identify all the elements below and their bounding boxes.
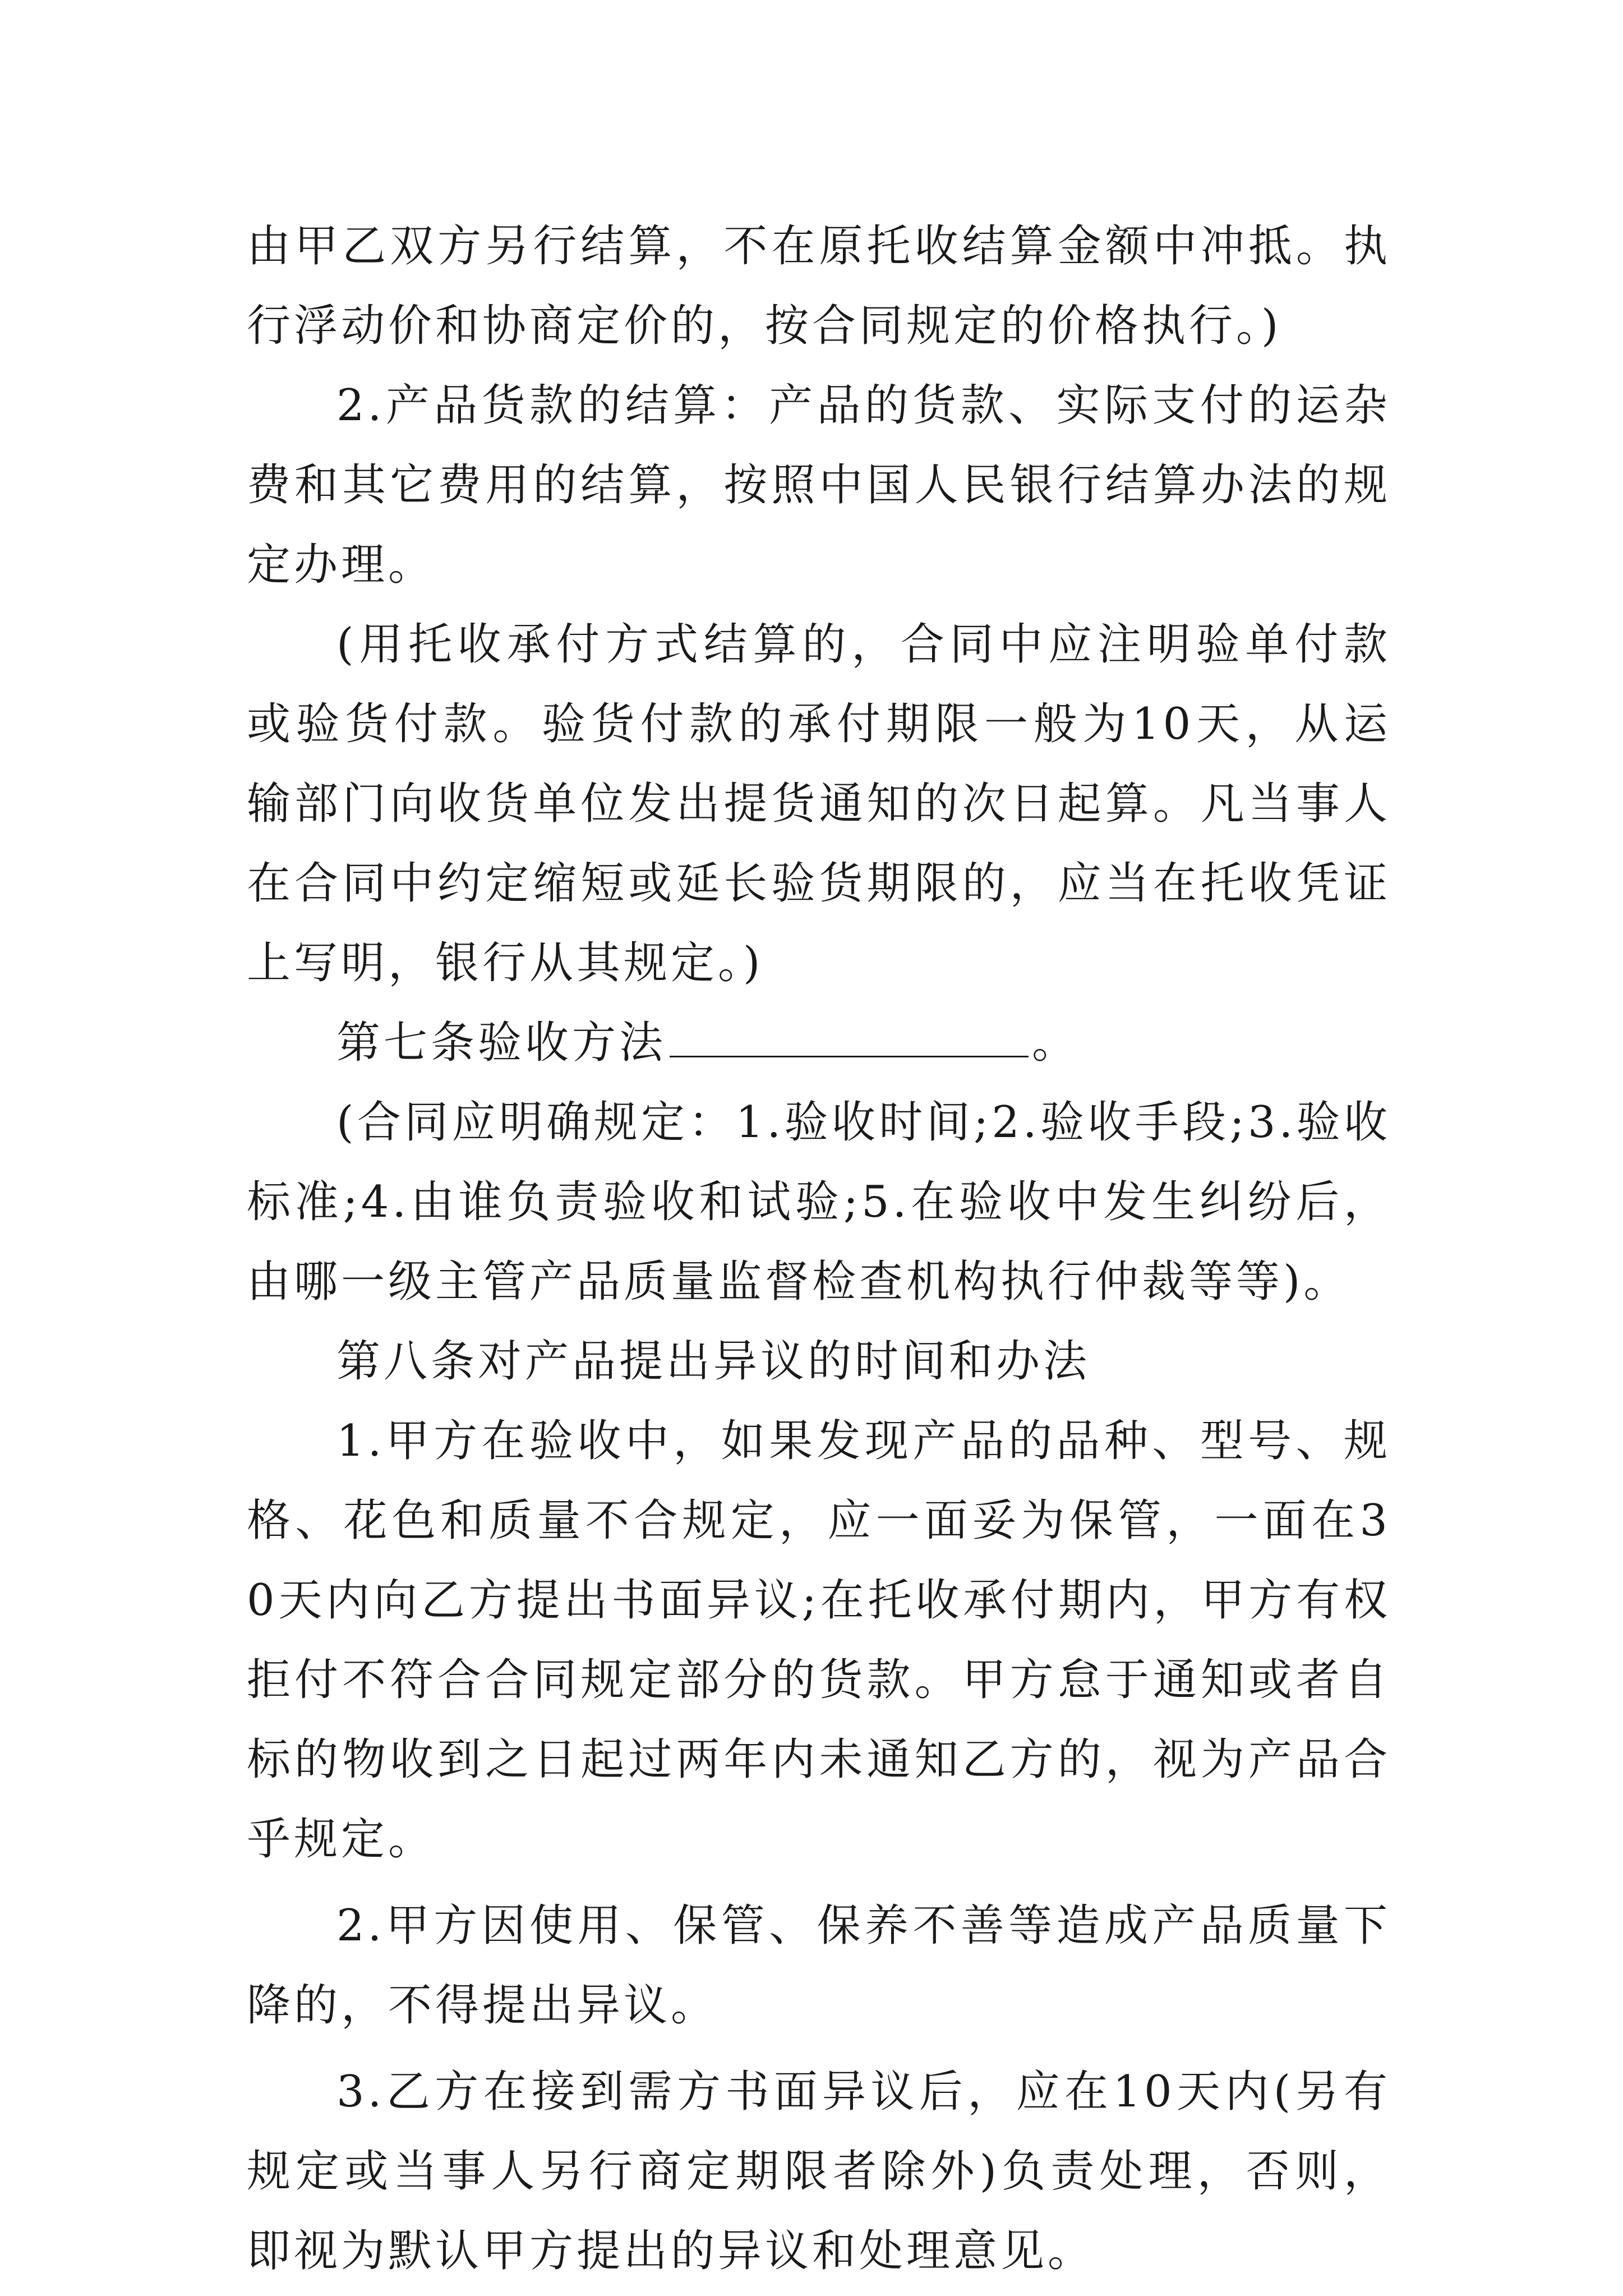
paragraph-collection-note: (用托收承付方式结算的，合同中应注明验单付款或验货付款。验货付款的承付期限一般为10天，从运输部门向收货单位发出提货通知的次日起算。凡当事人在合同中约定缩短或延长验货期限的，应当在托收凭证上写明，银行从其规定。): [247, 619, 1391, 988]
document-body: [247, 206, 1391, 2291]
paragraph-settlement-continued: 由甲乙双方另行结算，不在原托收结算金额中冲抵。执行浮动价和协商定价的，按合同规定的价格执行。): [247, 221, 1391, 351]
paragraph-objection-2: 2.甲方因使用、保管、保养不善等造成产品质量下降的，不得提出异议。: [247, 1901, 1391, 2031]
paragraph-payment-settlement: 2.产品货款的结算：产品的货款、实际支付的运杂费和其它费用的结算，按照中国人民银行结算办法的规定办理。: [247, 380, 1391, 590]
article-seven-label: 第七条验收方法: [336, 1018, 667, 1068]
article-seven-end: 。: [1032, 1018, 1080, 1068]
paragraph-article-seven: [247, 1003, 1391, 1083]
paragraph-objection-1: 1.甲方在验收中，如果发现产品的品种、型号、规格、花色和质量不合规定，应一面妥为保管，一面在30天内向乙方提出书面异议;在托收承付期内，甲方有权拒付不符合合同规定部分的货款。甲方怠于通知或者自标的物收到之日起过两年内未通知乙方的，视为产品合乎规定。: [247, 1416, 1391, 1865]
paragraph-article-eight: 第八条对产品提出异议的时间和办法: [336, 1336, 1091, 1387]
acceptance-method-blank: [670, 1016, 1029, 1057]
paragraph-objection-3: 3.乙方在接到需方书面异议后，应在10天内(另有规定或当事人另行商定期限者除外)负责处理，否则，即视为默认甲方提出的异议和处理意见。: [247, 2067, 1391, 2276]
paragraph-acceptance-note: (合同应明确规定：1.验收时间;2.验收手段;3.验收标准;4.由谁负责验收和试验;5.在验收中发生纠纷后，由哪一级主管产品质量监督检查机构执行仲裁等等)。: [247, 1097, 1391, 1307]
